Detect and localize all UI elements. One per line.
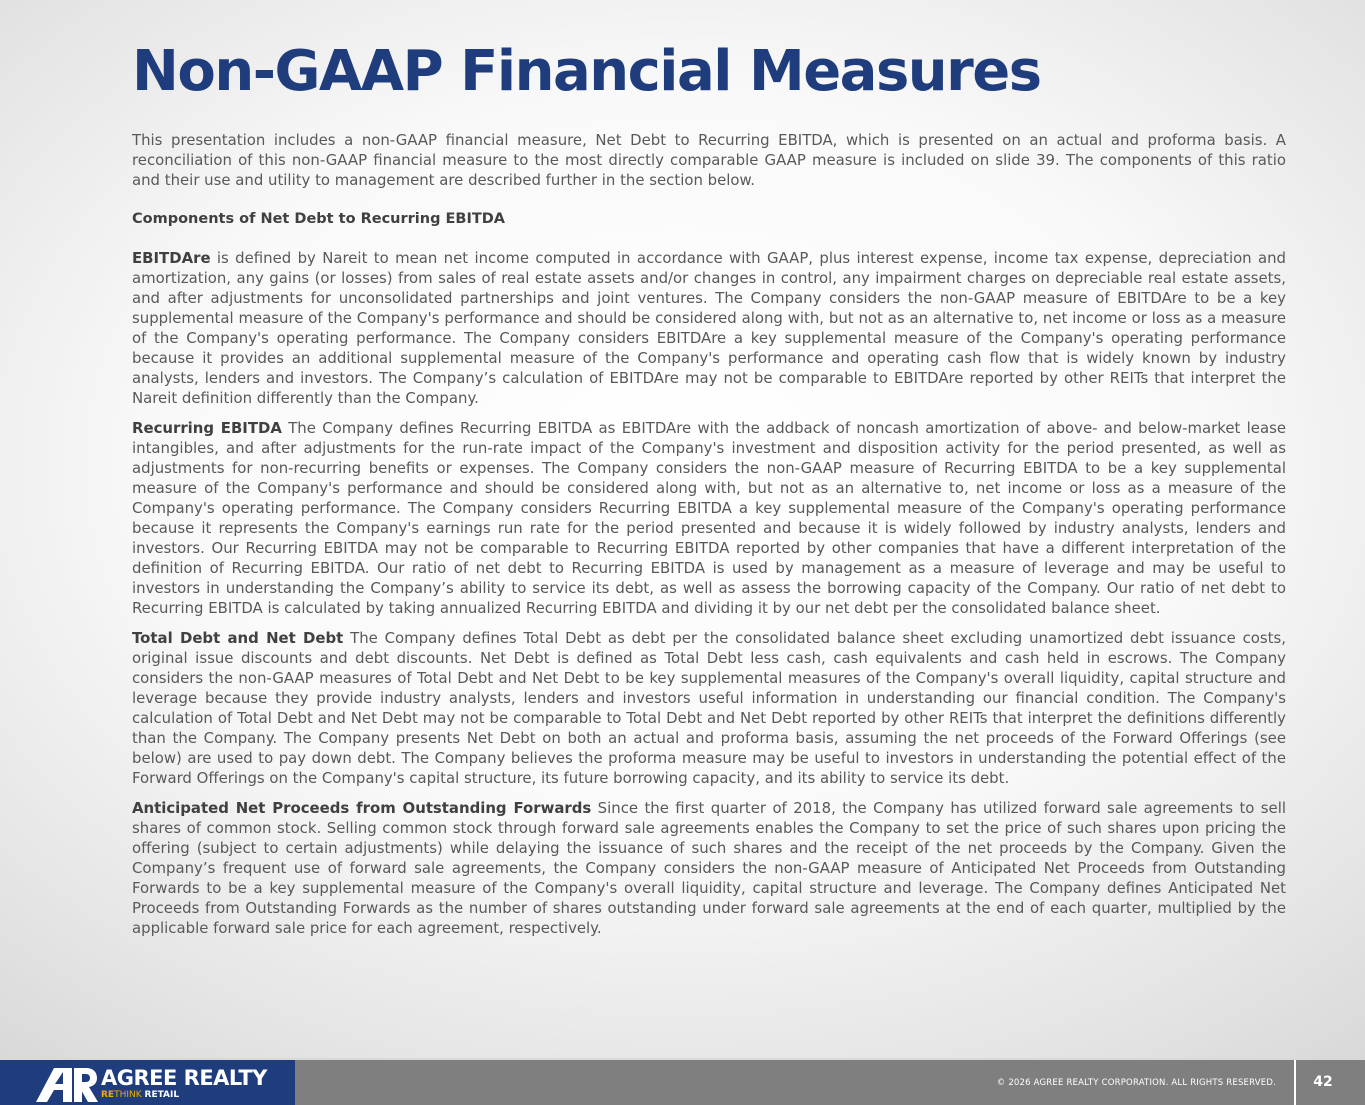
definition-text: is defined by Nareit to mean net income computed in accordance with GAAP, plus interest expense, income tax expense, depreciation and amortization, any gains (or losses) from sales of real estate assets and/or changes in control, any impairment charges on depreciable real estate assets, and after adjustments for unconsolidated partnerships and joint ventures. The Company considers the non-GAAP measure of EBITDAre to be a key supplemental measure of the Company's performance and should be considered along with, but not as an alternative to, net income or loss as a measure of the Company's operating performance. The Company considers EBITDAre a key supplemental measure of the Company's operating performance because it provides an additional supplemental measure of the Company's performance and operating cash flow that is widely known by industry analysts, lenders and investors. The Company’s calculation of EBITDAre may not be comparable to EBITDAre reported by other REITs that interpret the Nareit definition differently than the Company. — [132, 249, 1287, 407]
definition-term: EBITDAre — [132, 249, 211, 267]
content-body — [132, 130, 1286, 948]
definition-term: Total Debt and Net Debt — [132, 629, 344, 647]
slide-title: Non-GAAP Financial Measures — [132, 39, 1041, 104]
definition-text: The Company defines Recurring EBITDA as EBITDAre with the addback of noncash amortization of above- and below-market lease intangibles, and after adjustments for the run-rate impact of the Company's investment and disposition activity for the period presented, as well as adjustments for non-recurring benefits or expenses. The Company considers the non-GAAP measure of Recurring EBITDA to be a key supplemental measure of the Company's performance and should be considered along with, but not as an alternative to, net income or loss as a measure of the Company's operating performance. The Company considers Recurring EBITDA a key supplemental measure of the Company's operating performance because it represents the Company's earnings run rate for the period presented and because it is widely followed by industry analysts, lenders and investors. Our Recurring EBITDA may not be comparable to Recurring EBITDA reported by other companies that have a different interpretation of the definition of Recurring EBITDA. Our ratio of net debt to Recurring EBITDA is used by management as a measure of leverage and may be useful to investors in understanding the Company’s ability to service its debt, as well as assess the borrowing capacity of the Company. Our ratio of net debt to Recurring EBITDA is calculated by taking annualized Recurring EBITDA and dividing it by our net debt per the consolidated balance sheet. — [132, 419, 1286, 617]
definition-total-and-net-debt — [132, 628, 1286, 788]
definition-text: The Company defines Total Debt as debt per the consolidated balance sheet excluding unamortized debt issuance costs, original issue discounts and debt discounts. Net Debt is defined as Total Debt less cash, cash equivalents and cash held in escrows. The Company considers the non-GAAP measures of Total Debt and Net Debt to be key supplemental measures of the Company's overall liquidity, capital structure and leverage because they provide industry analysts, lenders and investors useful information in understanding our financial condition. The Company's calculation of Total Debt and Net Debt may not be comparable to Total Debt and Net Debt reported by other REITs that interpret the definitions differently than the Company. The Company presents Net Debt on both an actual and proforma basis, assuming the net proceeds of the Forward Offerings (see below) are used to pay down debt. The Company believes the proforma measure may be useful to investors in understanding the potential effect of the Forward Offerings on the Company's capital structure, its future borrowing capacity, and its ability to service its debt. — [132, 629, 1286, 787]
definition-recurring-ebitda — [132, 418, 1286, 618]
agree-realty-logo-icon — [36, 1064, 98, 1102]
intro-paragraph: This presentation includes a non-GAAP financial measure, Net Debt to Recurring EBITDA, which is presented on an actual and proforma basis. A reconciliation of this non-GAAP financial measure to the most directly comparable GAAP measure is included on slide 39. The components of this ratio and their use and utility to management are described further in the section below. — [132, 131, 1286, 189]
section-heading: Components of Net Debt to Recurring EBITDA — [132, 211, 506, 227]
definition-ebitdare — [132, 248, 1286, 408]
footer-bar — [0, 1058, 1365, 1105]
definition-term: Recurring EBITDA — [132, 419, 282, 437]
definition-term: Anticipated Net Proceeds from Outstanding Forwards — [132, 799, 592, 817]
definition-anticipated-net-proceeds — [132, 798, 1286, 938]
definition-text: Since the first quarter of 2018, the Company has utilized forward sale agreements to sell shares of common stock. Selling common stock through forward sale agreements enables the Company to set the price of such shares upon pricing the offering (subject to certain adjustments) while delaying the issuance of such shares and the receipt of the net proceeds by the Company. Given the Company’s frequent use of forward sale agreements, the Company considers the non-GAAP measure of Anticipated Net Proceeds from Outstanding Forwards to be a key supplemental measure of the Company's overall liquidity, capital structure and leverage. The Company defines Anticipated Net Proceeds from Outstanding Forwards as the number of shares outstanding under forward sale agreements at the end of each quarter, multiplied by the applicable forward sale price for each agreement, respectively. — [132, 799, 1286, 937]
logo-wordmark: AGREE REALTY — [101, 1066, 267, 1090]
company-logo — [0, 1060, 295, 1105]
logo-tagline: RETHINK RETAIL — [101, 1090, 180, 1100]
page-number: 42 — [1313, 1074, 1333, 1090]
copyright-notice: © 2026 AGREE REALTY CORPORATION. ALL RIGHTS RESERVED. — [996, 1078, 1276, 1088]
